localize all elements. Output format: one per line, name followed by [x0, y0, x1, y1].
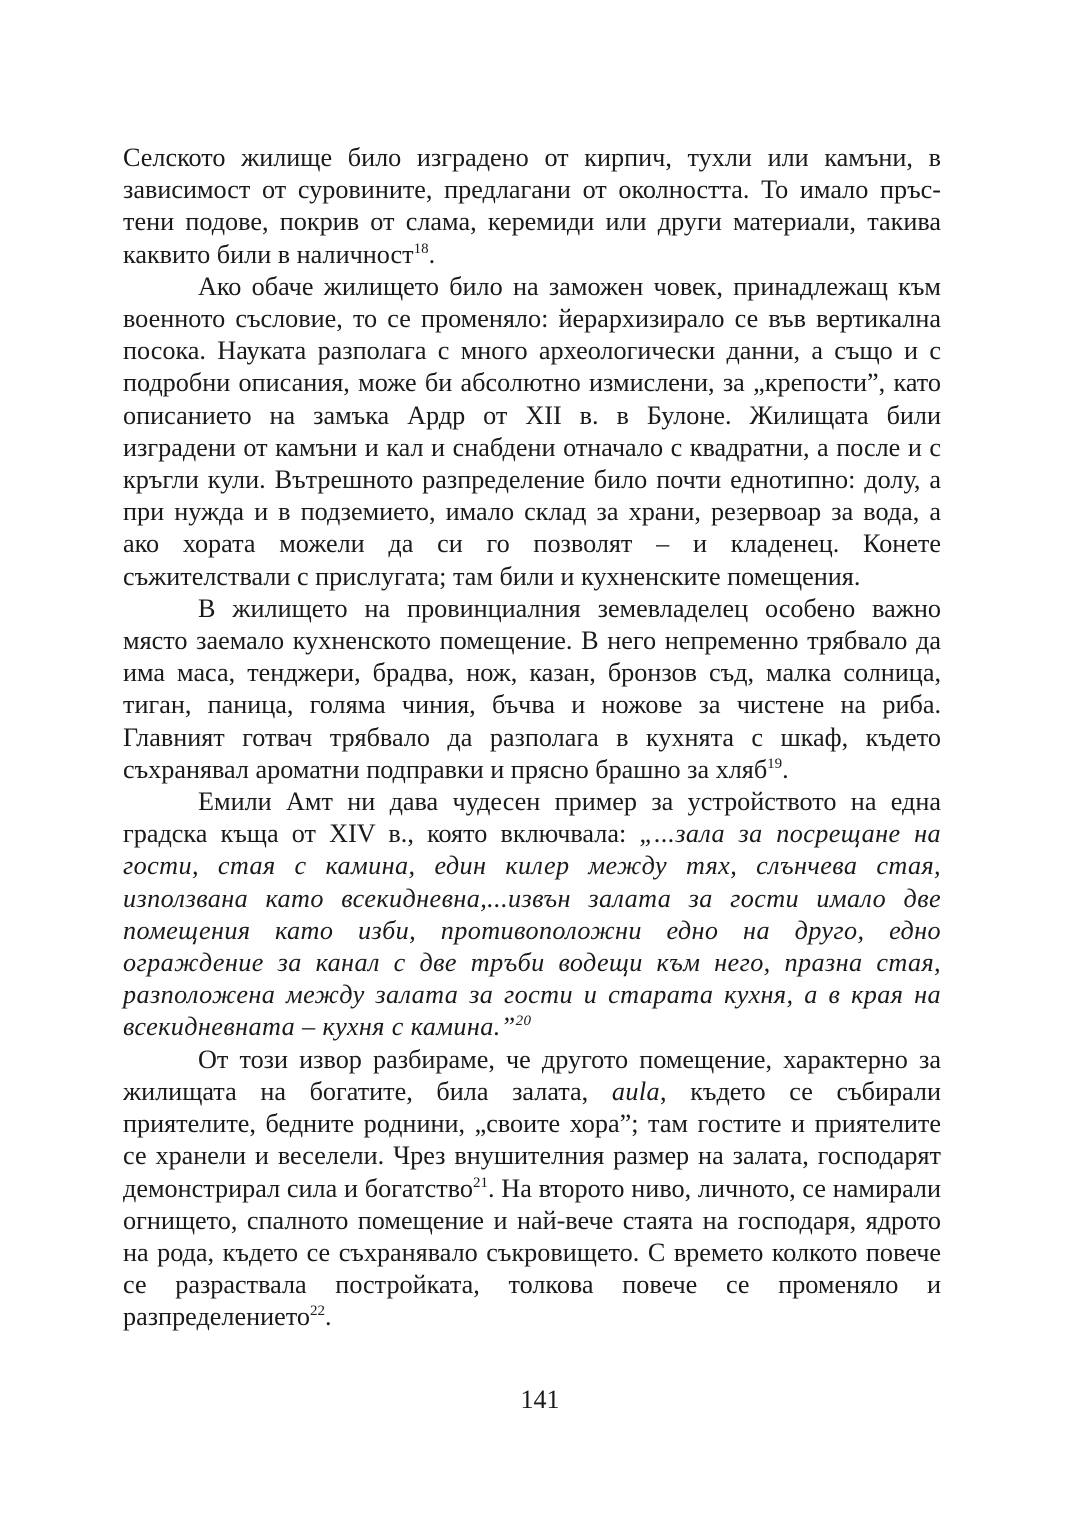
text-run: .: [324, 1302, 332, 1332]
paragraph-2: [123, 271, 941, 593]
footnote-ref: 18: [413, 240, 429, 257]
footnote-ref: 20: [515, 1013, 532, 1030]
body-text: [123, 142, 941, 1334]
paragraph-3: [123, 593, 941, 786]
text-run: Селското жилище било изградено от кирпич, тухли или камъни, в зависимост от суровините, предлагани от околността. То имало пръстени подове, покрив от слама, керемиди или други материали, такива каквито били в наличност: [123, 143, 941, 269]
page-number: 141: [520, 1385, 560, 1414]
text-run: Емили Амт ни дава чудесен пример за устройството на една градска къща от XIV в., която включвала:: [123, 787, 941, 849]
text-run: .: [782, 754, 789, 784]
footnote-ref: 21: [472, 1174, 488, 1191]
footnote-ref: 22: [309, 1303, 325, 1320]
quotation: „...зала за посрещане на гости, стая с камина, един килер между тях, слънчева стая, използвана като всекидневна,...извън залата за гости имало две помещения като изби, противоположни едно на друго, едно ограждение за канал с две тръби водещи към него, празна стая, разположена между залата за гости и старата кухня, а в края на всекидневната – кухня с камина.”: [123, 819, 941, 1042]
text-run: От този извор разбираме, че другото помещение, характерно за жилищата на богатите, била залата,: [123, 1044, 941, 1106]
latin-term: aula: [611, 1076, 661, 1106]
paragraph-1: [123, 142, 941, 271]
text-run: .: [428, 239, 436, 269]
text-run: . На второто ниво, личното, се намирали огнището, спалното помещение и най-вече стаята на господаря, ядрото на рода, където се съхранявало съкровището. С времето колкото повече се разраствала постройката, толкова повече се променяло и разпределението: [123, 1173, 941, 1332]
text-run: В жилището на провинциалния земевладелец особено важно място заемало кухненското помещение. В него непременно трябвало да има маса, тенджери, брадва, нож, казан, бронзов съд, малка солница, тиган, паница, голяма чиния, бъчва и ножове за чистене на риба. Главният готвач трябвало да разполага в кухнята с шкаф, където съхранявал ароматни подправки и прясно брашно за хляб: [123, 593, 941, 784]
paragraph-4: [123, 786, 941, 1044]
footnote-ref: 19: [767, 755, 783, 772]
paragraph-5: [123, 1044, 941, 1334]
text-run: , където се събирали приятелите, бедните роднини, „своите хора”; там гостите и приятелите се хранели и веселели. Чрез внушителния размер на залата, господарят демонстрирал сила и богатство: [123, 1076, 941, 1203]
text-run: Ако обаче жилището било на заможен човек, принадлежащ към военното съсловие, то се променяло: йерархизирало се във вертикална посока. Науката разполага с много археологически данни, а също и с подробни описания, може би абсолютно измислени, за „крепости”, като описанието на замъка Ардр от XII в. в Булоне. Жилищата били изградени от камъни и кал и снабдени отначало с квадратни, а после и с кръгли кули. Вътрешното разпределение било почти еднотипно: долу, а при нужда и в подземието, имало склад за храни, резервоар за вода, а ако хората можели да си го позволят – и кладенец. Конете съжителствали с прислугата; там били и кухненските помещения.: [123, 271, 941, 591]
